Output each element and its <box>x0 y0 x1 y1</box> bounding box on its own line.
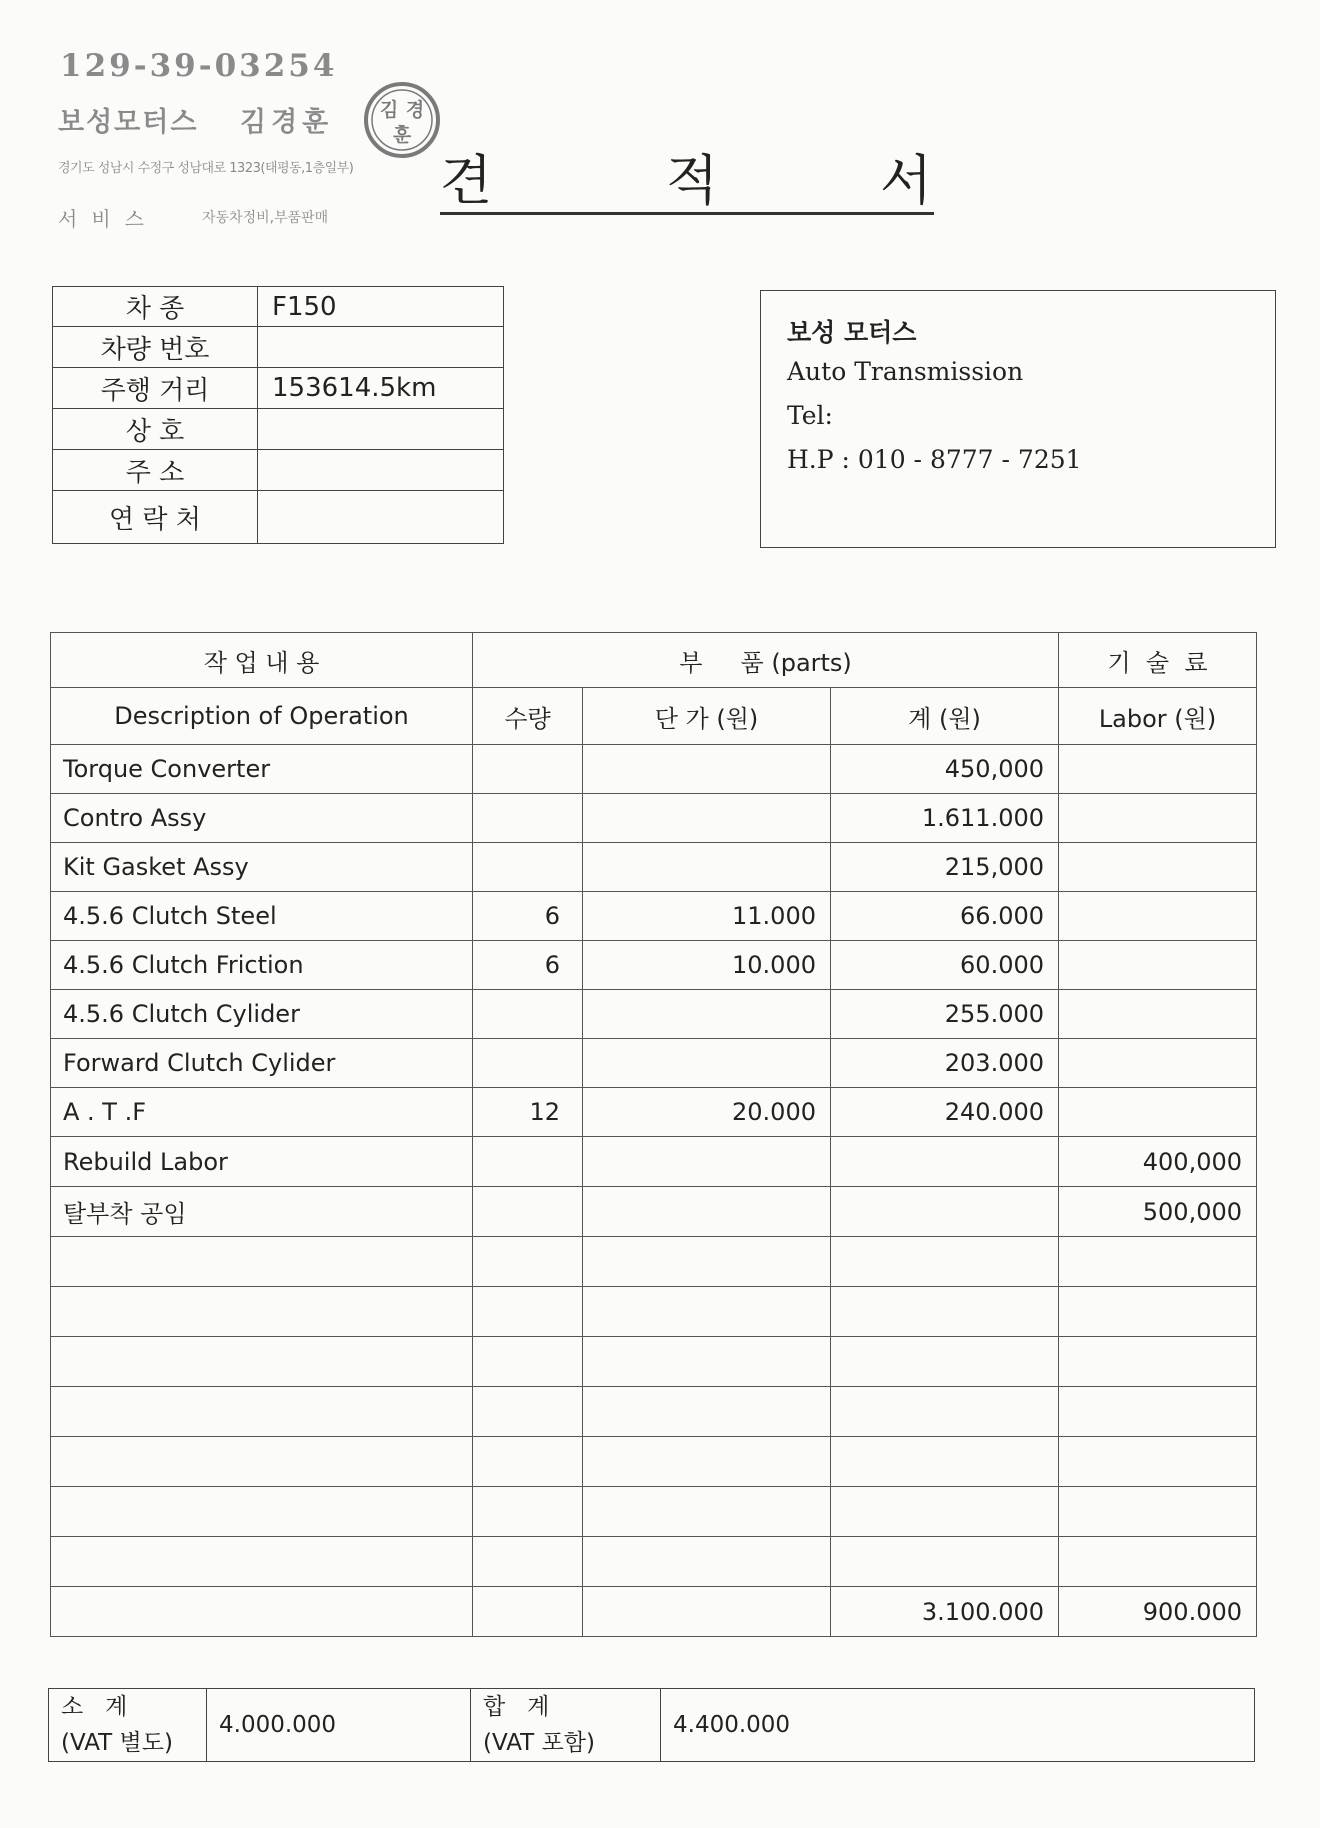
row-qty <box>473 843 583 892</box>
row-qty <box>473 1487 583 1537</box>
vehicle-label: 상 호 <box>53 409 258 450</box>
row-labor <box>1059 1487 1257 1537</box>
row-unit-price <box>583 794 831 843</box>
vehicle-row <box>53 409 504 450</box>
row-labor <box>1059 745 1257 794</box>
row-description: 4.5.6 Clutch Steel <box>51 892 473 941</box>
row-description <box>51 1537 473 1587</box>
row-qty: 12 <box>473 1088 583 1137</box>
row-labor <box>1059 794 1257 843</box>
row-labor <box>1059 843 1257 892</box>
vehicle-label: 차량 번호 <box>53 327 258 368</box>
row-labor <box>1059 892 1257 941</box>
vehicle-label: 주 소 <box>53 450 258 491</box>
row-unit-price: 11.000 <box>583 892 831 941</box>
row-qty <box>473 1537 583 1587</box>
shop-name: 보성 모터스 <box>787 318 917 347</box>
row-description: Kit Gasket Assy <box>51 843 473 892</box>
vehicle-row <box>53 491 504 544</box>
row-qty <box>473 1337 583 1387</box>
row-qty: 6 <box>473 892 583 941</box>
title-char: 견 <box>440 149 493 212</box>
row-description <box>51 1587 473 1637</box>
row-amount: 240.000 <box>831 1088 1059 1137</box>
table-row <box>51 892 1257 941</box>
table-subheader-row <box>51 688 1257 745</box>
row-unit-price <box>583 1187 831 1237</box>
row-description <box>51 1337 473 1387</box>
total-label-sub: (VAT 포함) <box>483 1730 595 1756</box>
row-labor <box>1059 1437 1257 1487</box>
row-labor <box>1059 1237 1257 1287</box>
estimate-table <box>50 632 1257 1637</box>
totals-table <box>48 1688 1255 1762</box>
row-qty <box>473 1137 583 1187</box>
row-qty <box>473 794 583 843</box>
row-description: 탈부착 공임 <box>51 1187 473 1237</box>
row-unit-price: 10.000 <box>583 941 831 990</box>
vehicle-info-table <box>52 286 504 544</box>
row-qty <box>473 745 583 794</box>
col-qty: 수량 <box>473 688 583 745</box>
row-unit-price <box>583 745 831 794</box>
business-type: 자동차정비,부품판매 <box>202 210 329 226</box>
row-qty <box>473 1287 583 1337</box>
table-row <box>51 1487 1257 1537</box>
row-unit-price <box>583 1287 831 1337</box>
shop-specialty: Auto Transmission <box>787 357 1024 386</box>
row-unit-price <box>583 1237 831 1287</box>
shop-hp: H.P : 010 - 8777 - 7251 <box>787 445 1082 474</box>
row-unit-price <box>583 1337 831 1387</box>
row-amount <box>831 1437 1059 1487</box>
row-unit-price <box>583 1387 831 1437</box>
row-description: Rebuild Labor <box>51 1137 473 1187</box>
row-description: Contro Assy <box>51 794 473 843</box>
title-char: 적 <box>666 149 719 212</box>
vehicle-label: 연 락 처 <box>53 491 258 544</box>
row-qty <box>473 1237 583 1287</box>
table-row <box>51 1137 1257 1187</box>
col-unit-price: 단 가 (원) <box>583 688 831 745</box>
business-number: 129-39-03254 <box>60 48 338 84</box>
table-row <box>51 1337 1257 1387</box>
row-labor <box>1059 1337 1257 1387</box>
document-title <box>440 150 934 215</box>
header-parts: 부 품 (parts) <box>473 633 1059 688</box>
total-label <box>471 1689 661 1762</box>
vehicle-value <box>258 491 504 544</box>
vehicle-value: 153614.5km <box>258 368 504 409</box>
row-labor <box>1059 1039 1257 1088</box>
table-row <box>51 1587 1257 1637</box>
seal-stamp <box>362 80 442 160</box>
row-qty <box>473 1387 583 1437</box>
row-description: Forward Clutch Cylider <box>51 1039 473 1088</box>
table-row <box>51 1287 1257 1337</box>
row-qty <box>473 1437 583 1487</box>
row-amount <box>831 1387 1059 1437</box>
vehicle-value <box>258 327 504 368</box>
subtotal-value: 4.000.000 <box>207 1689 471 1762</box>
row-unit-price <box>583 990 831 1039</box>
subtotal-label <box>49 1689 207 1762</box>
subtotal-label-main: 소 계 <box>61 1694 128 1720</box>
col-labor: Labor (원) <box>1059 688 1257 745</box>
header-labor: 기 술 료 <box>1059 633 1257 688</box>
vehicle-row <box>53 327 504 368</box>
row-unit-price <box>583 843 831 892</box>
row-unit-price <box>583 1039 831 1088</box>
vehicle-row <box>53 368 504 409</box>
row-description <box>51 1437 473 1487</box>
row-description: Torque Converter <box>51 745 473 794</box>
table-row <box>51 843 1257 892</box>
table-body <box>51 745 1257 1637</box>
row-unit-price <box>583 1137 831 1187</box>
col-amount: 계 (원) <box>831 688 1059 745</box>
row-description: 4.5.6 Clutch Cylider <box>51 990 473 1039</box>
vehicle-row <box>53 450 504 491</box>
row-amount: 203.000 <box>831 1039 1059 1088</box>
row-labor <box>1059 1287 1257 1337</box>
table-row <box>51 1237 1257 1287</box>
row-amount: 3.100.000 <box>831 1587 1059 1637</box>
row-labor <box>1059 941 1257 990</box>
total-value: 4.400.000 <box>661 1689 1255 1762</box>
vehicle-row <box>53 287 504 327</box>
row-labor <box>1059 990 1257 1039</box>
row-qty <box>473 1587 583 1637</box>
subtotal-label-sub: (VAT 별도) <box>61 1730 173 1756</box>
seal-char: 김 <box>379 99 399 121</box>
row-amount: 255.000 <box>831 990 1059 1039</box>
business-address: 경기도 성남시 수정구 성남대로 1323(태평동,1층일부) <box>58 161 354 176</box>
row-labor: 900.000 <box>1059 1587 1257 1637</box>
row-unit-price <box>583 1537 831 1587</box>
table-row <box>51 1537 1257 1587</box>
row-amount: 60.000 <box>831 941 1059 990</box>
business-type-label: 서비스 <box>58 207 158 231</box>
table-row <box>51 745 1257 794</box>
row-amount <box>831 1537 1059 1587</box>
row-amount: 1.611.000 <box>831 794 1059 843</box>
vehicle-value: F150 <box>258 287 504 327</box>
row-amount: 450,000 <box>831 745 1059 794</box>
row-qty <box>473 1187 583 1237</box>
row-labor <box>1059 1537 1257 1587</box>
row-amount <box>831 1487 1059 1537</box>
row-description <box>51 1487 473 1537</box>
row-qty <box>473 990 583 1039</box>
owner-name: 김경훈 <box>240 107 334 138</box>
vehicle-label: 주행 거리 <box>53 368 258 409</box>
row-amount: 66.000 <box>831 892 1059 941</box>
table-row <box>51 941 1257 990</box>
row-description <box>51 1237 473 1287</box>
row-description: 4.5.6 Clutch Friction <box>51 941 473 990</box>
shop-tel: Tel: <box>787 401 833 430</box>
row-labor <box>1059 1387 1257 1437</box>
header-work: 작 업 내 용 <box>51 633 473 688</box>
row-labor: 400,000 <box>1059 1137 1257 1187</box>
table-row <box>51 1387 1257 1437</box>
row-unit-price <box>583 1487 831 1537</box>
row-unit-price <box>583 1587 831 1637</box>
total-label-main: 합 계 <box>483 1694 550 1720</box>
row-amount: 215,000 <box>831 843 1059 892</box>
table-row <box>51 1187 1257 1237</box>
row-amount <box>831 1187 1059 1237</box>
vehicle-label: 차 종 <box>53 287 258 327</box>
row-description <box>51 1387 473 1437</box>
col-description: Description of Operation <box>51 688 473 745</box>
table-row <box>51 990 1257 1039</box>
row-description <box>51 1287 473 1337</box>
shop-info-box <box>760 290 1276 548</box>
row-unit-price: 20.000 <box>583 1088 831 1137</box>
row-qty <box>473 1039 583 1088</box>
row-amount <box>831 1237 1059 1287</box>
row-amount <box>831 1137 1059 1187</box>
table-header-row <box>51 633 1257 688</box>
row-labor: 500,000 <box>1059 1187 1257 1237</box>
table-row <box>51 1088 1257 1137</box>
totals-row <box>49 1689 1255 1762</box>
seal-char: 훈 <box>392 124 412 146</box>
row-amount <box>831 1337 1059 1387</box>
row-description: A . T .F <box>51 1088 473 1137</box>
vehicle-value <box>258 450 504 491</box>
row-labor <box>1059 1088 1257 1137</box>
table-row <box>51 1437 1257 1487</box>
row-qty: 6 <box>473 941 583 990</box>
row-amount <box>831 1287 1059 1337</box>
table-row <box>51 794 1257 843</box>
table-row <box>51 1039 1257 1088</box>
row-unit-price <box>583 1437 831 1487</box>
business-name: 보성모터스 <box>58 107 199 138</box>
vehicle-value <box>258 409 504 450</box>
title-char: 서 <box>880 149 933 212</box>
seal-char: 경 <box>405 99 425 121</box>
